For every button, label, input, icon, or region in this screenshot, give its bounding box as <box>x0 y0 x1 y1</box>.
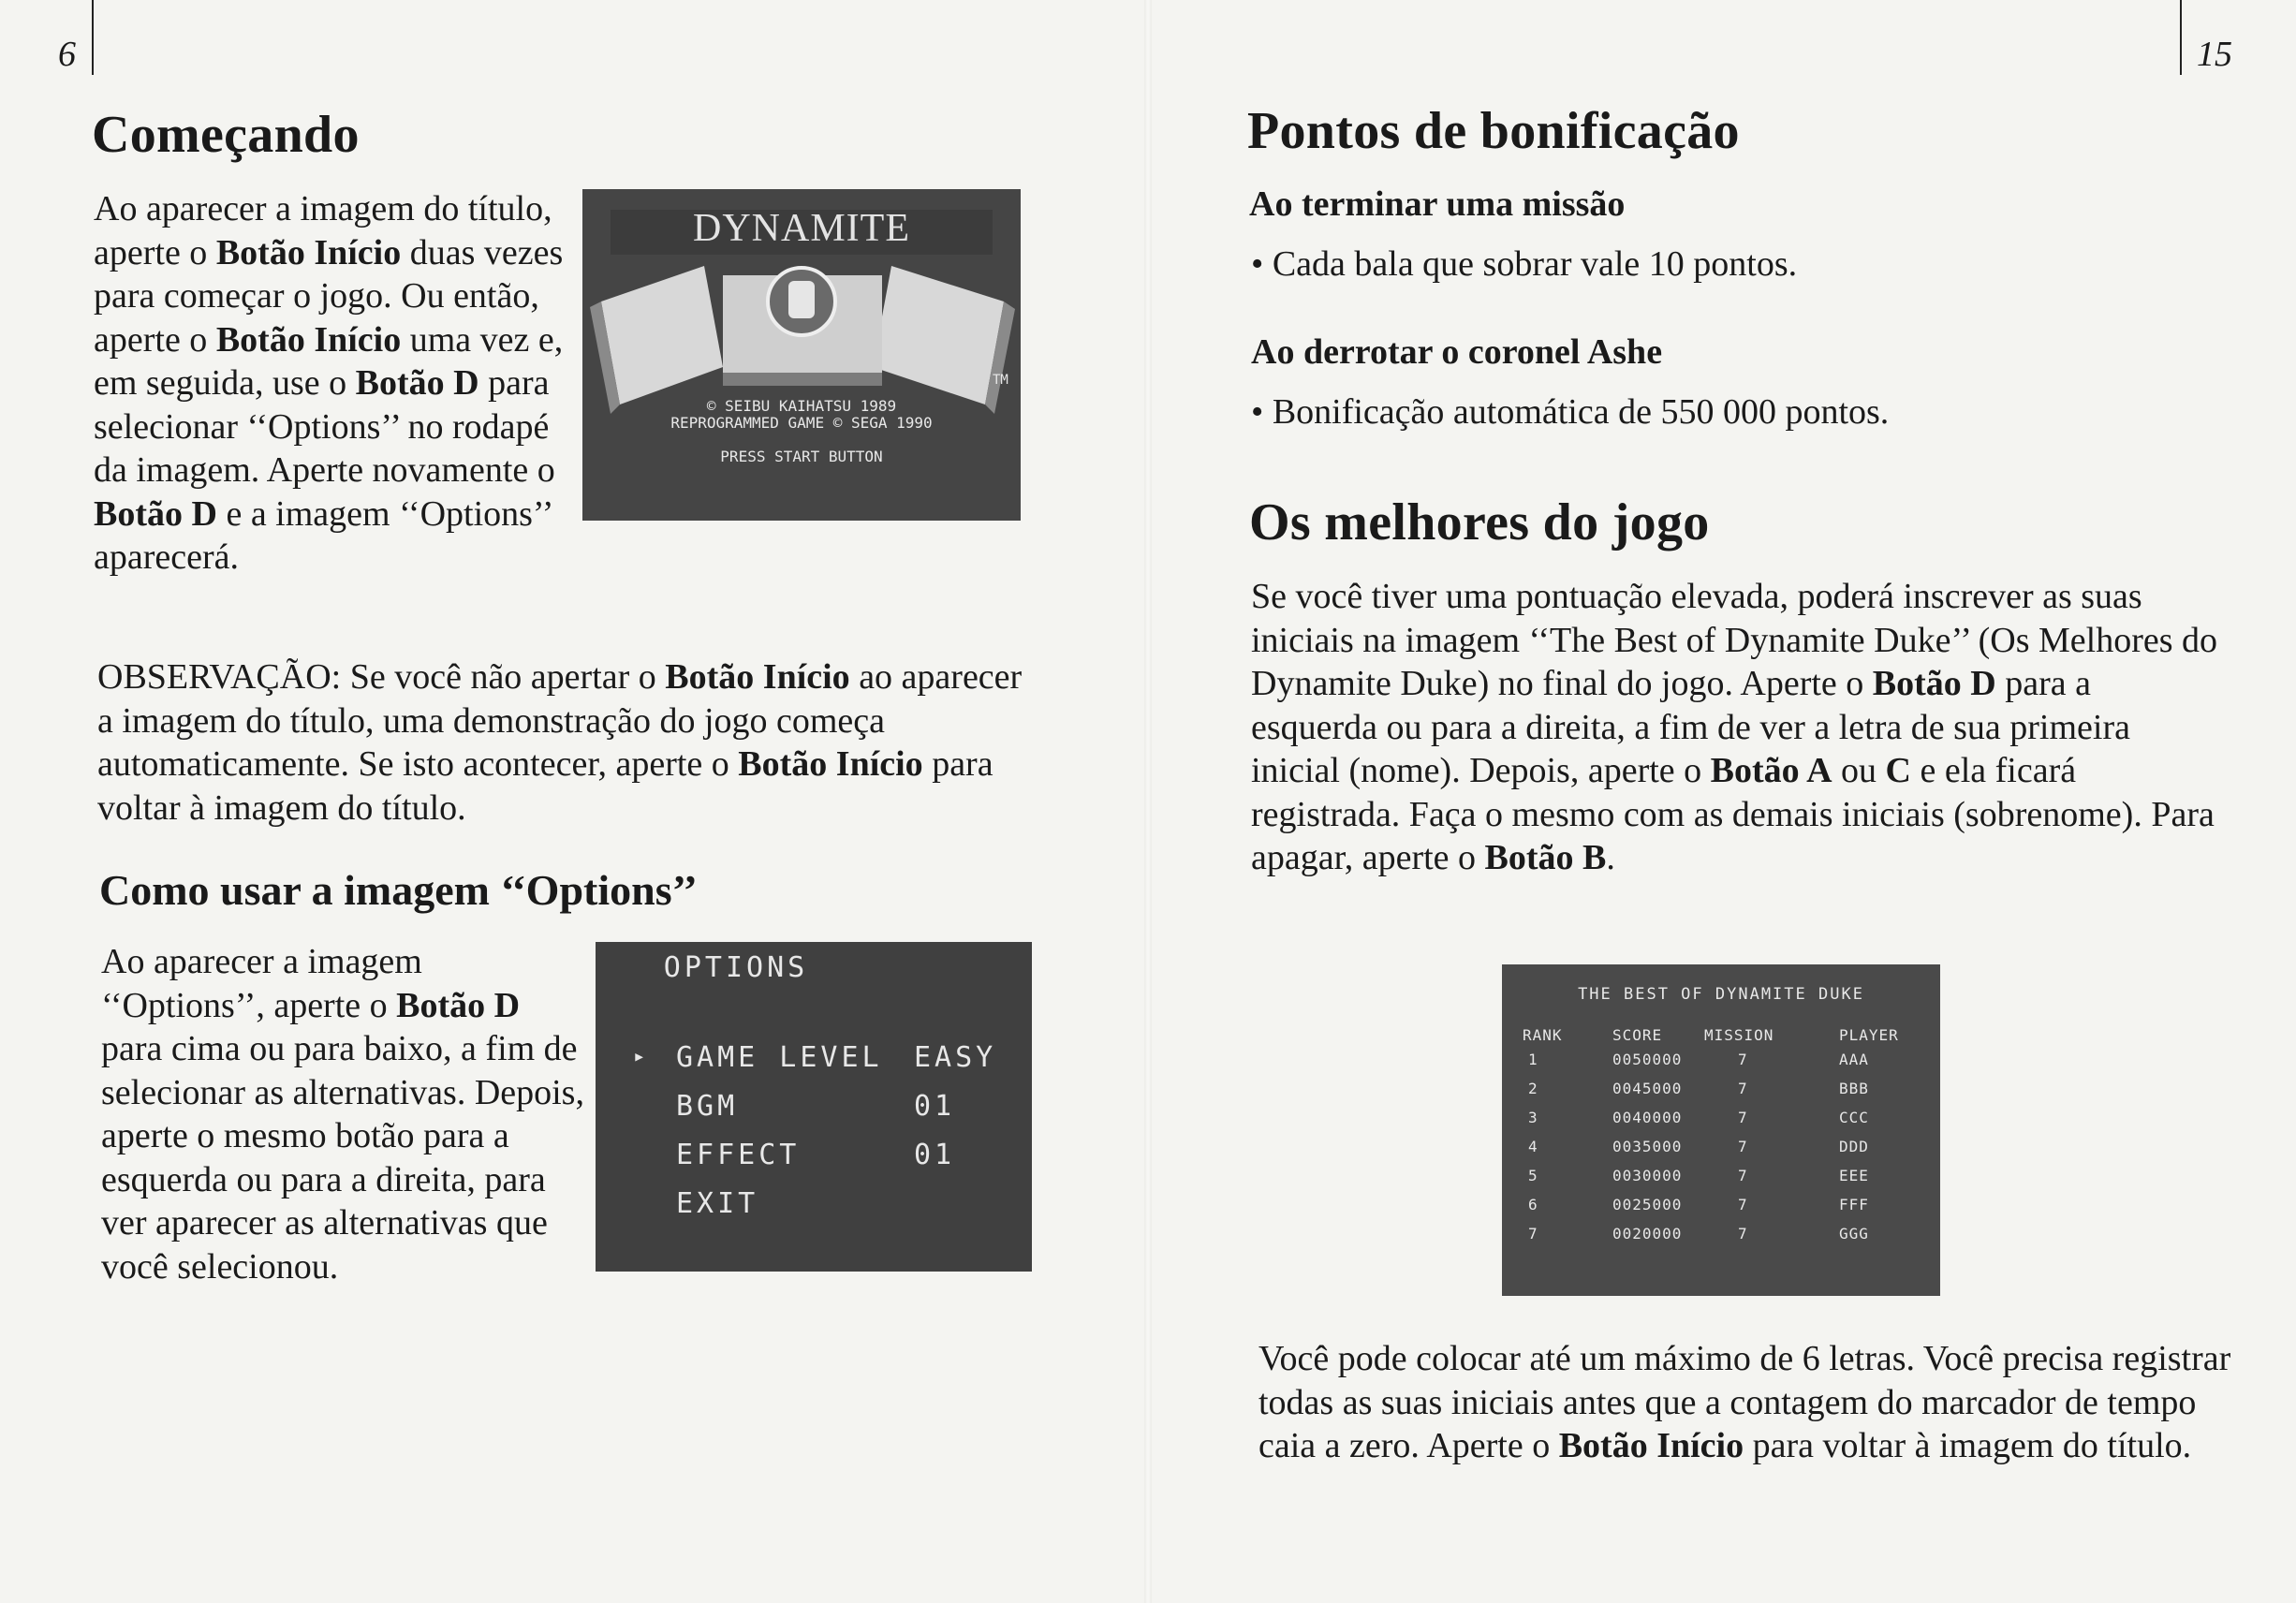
title-logo-text: DYNAMITE <box>693 207 910 250</box>
table-cell: DDD <box>1839 1138 1869 1155</box>
trademark-mark: TM <box>993 373 1008 388</box>
option-label: EFFECT <box>676 1139 801 1171</box>
table-cell: 0030000 <box>1612 1167 1683 1184</box>
option-value: EASY <box>914 1041 997 1074</box>
table-cell: 0050000 <box>1612 1051 1683 1068</box>
table-cell: 5 <box>1528 1167 1538 1184</box>
copyright-line-1: © SEIBU KAIHATSU 1989 <box>706 397 897 415</box>
options-header: OPTIONS <box>663 951 809 984</box>
table-cell: 7 <box>1738 1138 1748 1155</box>
page-number-left: 6 <box>58 35 76 74</box>
start-paragraph: Ao aparecer a imagem do título, aperte o Botão Início duas vezes para começar o jogo. Ou então, aperte o Botão Início uma vez e, em seguida, use o Botão D para selecionar ‘‘Options’’ no rodapé da imagem. Aperte novamente o Botão D e a imagem ‘‘Options’’ aparecerá. <box>94 189 564 577</box>
bullet-mission: • Cada bala que sobrar vale 10 pontos. <box>1251 244 1798 284</box>
table-cell: CCC <box>1839 1109 1869 1126</box>
section-title-start: Começando <box>92 106 360 164</box>
table-cell: AAA <box>1839 1051 1869 1068</box>
table-cell: 0025000 <box>1612 1196 1683 1213</box>
table-cell: FFF <box>1839 1196 1869 1213</box>
table-cell: 0020000 <box>1612 1225 1683 1243</box>
table-cell: BBB <box>1839 1080 1869 1097</box>
table-column-header: MISSION <box>1704 1026 1774 1044</box>
table-cell: 0035000 <box>1612 1138 1683 1155</box>
page-number-right: 15 <box>2197 35 2232 74</box>
table-cell: 7 <box>1738 1109 1748 1126</box>
press-start-text: PRESS START BUTTON <box>720 448 883 465</box>
section-title-options: Como usar a imagem ‘‘Options’’ <box>99 866 698 914</box>
table-cell: 7 <box>1528 1225 1538 1243</box>
table-cell: 7 <box>1738 1051 1748 1068</box>
final-paragraph: Você pode colocar até um máximo de 6 letras. Você precisa registrar todas as suas iniciais antes que a contagem do marcador de tempo caia a zero. Aperte o Botão Início para voltar à imagem do título. <box>1258 1339 2231 1465</box>
page-rule-left <box>92 0 94 75</box>
options-screen-image <box>596 942 1032 1272</box>
option-value: 01 <box>914 1090 956 1123</box>
table-cell: 7 <box>1738 1167 1748 1184</box>
table-cell: 6 <box>1528 1196 1538 1213</box>
table-cell: 0045000 <box>1612 1080 1683 1097</box>
table-cell: 7 <box>1738 1196 1748 1213</box>
right-page <box>1148 0 2296 1603</box>
table-cell: 2 <box>1528 1080 1538 1097</box>
option-label: BGM <box>676 1090 739 1123</box>
section-title-best: Os melhores do jogo <box>1249 493 1710 551</box>
table-cell: 0040000 <box>1612 1109 1683 1126</box>
table-cell: GGG <box>1839 1225 1869 1243</box>
table-cell: 7 <box>1738 1225 1748 1243</box>
table-column-header: SCORE <box>1612 1026 1663 1044</box>
page-rule-right <box>2180 0 2182 75</box>
table-column-header: PLAYER <box>1839 1026 1899 1044</box>
best-scores-header: THE BEST OF DYNAMITE DUKE <box>1578 985 1864 1004</box>
subheading-ashe: Ao derrotar o coronel Ashe <box>1251 332 1663 372</box>
best-paragraph: Se você tiver uma pontuação elevada, poderá inscrever as suas iniciais na imagem ‘‘The Best of Dynamite Duke’’ (Os Melhores do Dynamite Duke) no final do jogo. Aperte o Botão D para a esquerda ou para a direita, a fim de ver a letra de sua primeira inicial (nome). Depois, aperte o Botão A ou C e ela ficará registrada. Faça o mesmo com as demais iniciais (sobrenome). Para apagar, aperte o Botão B. <box>1251 577 2218 877</box>
table-cell: EEE <box>1839 1167 1869 1184</box>
title-screen-image <box>582 189 1021 521</box>
table-cell: 7 <box>1738 1080 1748 1097</box>
note-paragraph: OBSERVAÇÃO: Se você não apertar o Botão Início ao aparecer a imagem do título, uma demonstração do jogo começa automaticamente. Se isto acontecer, aperte o Botão Início para voltar à imagem do título. <box>97 657 1023 828</box>
options-paragraph: Ao aparecer a imagem ‘‘Options’’, aperte o Botão D para cima ou para baixo, a fim de selecionar as alternativas. Depois, aperte o mesmo botão para a esquerda ou para a direita, para ver aparecer as alternativas que você selecionou. <box>101 942 584 1287</box>
option-label: EXIT <box>676 1187 759 1220</box>
bullet-ashe: • Bonificação automática de 550 000 pontos. <box>1251 392 1890 432</box>
table-cell: 3 <box>1528 1109 1538 1126</box>
table-cell: 4 <box>1528 1138 1538 1155</box>
subheading-mission: Ao terminar uma missão <box>1249 184 1626 224</box>
table-cell: 1 <box>1528 1051 1538 1068</box>
copyright-line-2: REPROGRAMMED GAME © SEGA 1990 <box>670 414 933 432</box>
section-title-bonus: Pontos de bonificação <box>1247 102 1740 160</box>
table-column-header: RANK <box>1523 1026 1563 1044</box>
option-value: 01 <box>914 1139 956 1171</box>
options-cursor: ▸ <box>633 1045 646 1068</box>
best-scores-screen-image <box>1502 964 1940 1296</box>
option-label: GAME LEVEL <box>676 1041 883 1074</box>
